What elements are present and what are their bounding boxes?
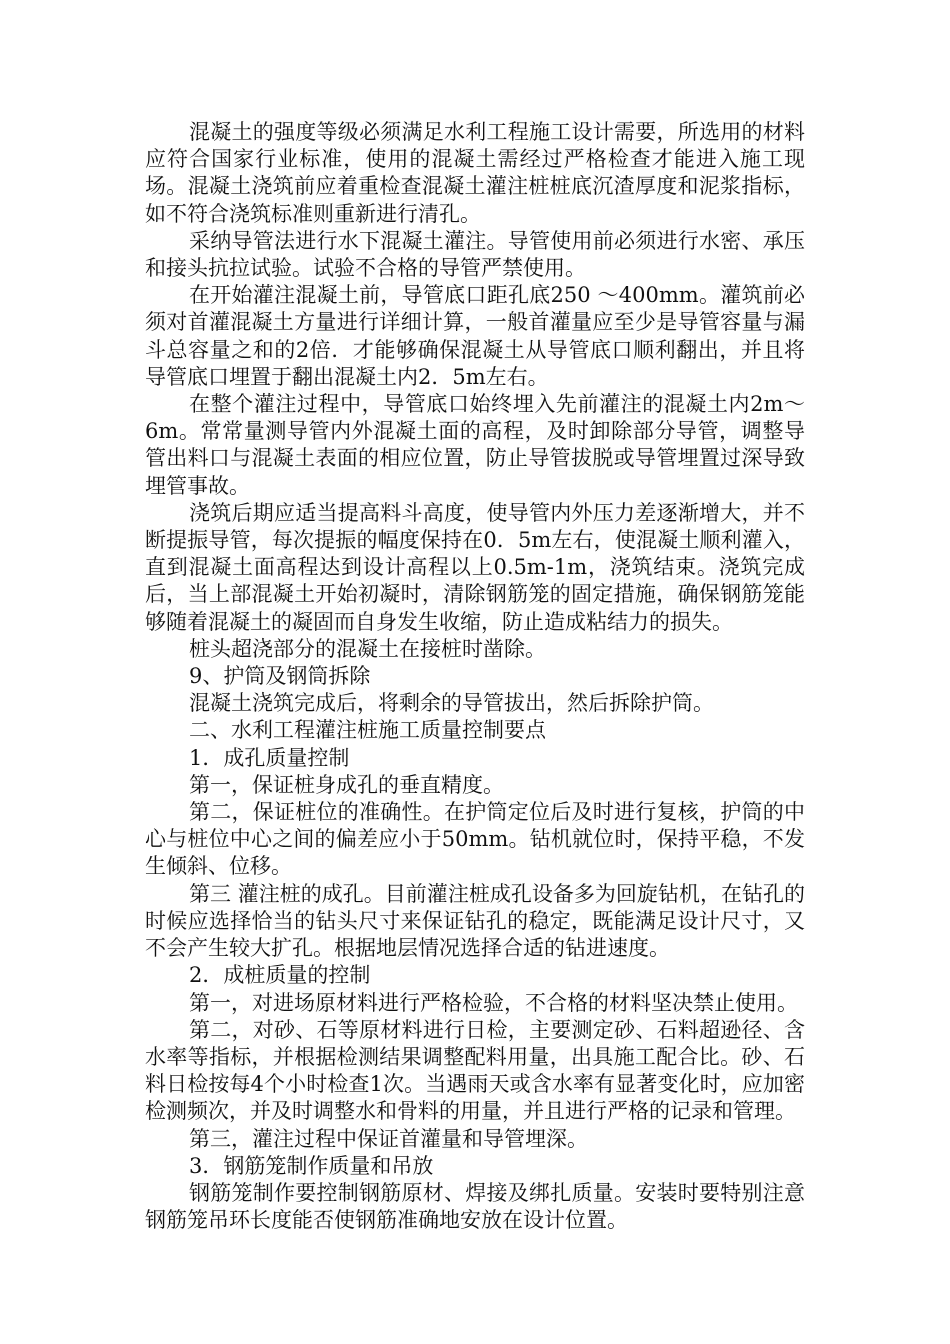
paragraph-pile-third: 第三，灌注过程中保证首灌量和导管埋深。 [189,1126,588,1151]
paragraph-late-pour: 浇筑后期应适当提高料斗高度，使导管内外压力差逐渐增大，并不断提振导管，每次提振的幅度保持在0．5m左右，使混凝土顺利灌入，直到混凝土面高程达到设计高程以上0.5m-1m，浇筑结束。浇筑完成后，当上部混凝土开始初凝时，清除钢筋笼的固定措施，确保钢筋笼能够随着混凝土的凝固而自身发生收缩，防止造成粘结力的损失。 [145,500,805,634]
subheading-hole-quality: 1．成孔质量控制 [189,745,350,770]
paragraph-pile-second: 第二，对砂、石等原材料进行日检，主要测定砂、石料超逊径、含水率等指标，并根据检测结果调整配料用量，出具施工配合比。砂、石料日检按每4个小时检查1次。当遇雨天或含水率有显著变化时，应加密检测频次，并及时调整水和骨料的用量，并且进行严格的记录和管理。 [145,1017,805,1124]
paragraph-pile-first: 第一，对进场原材料进行严格检验，不合格的材料坚决禁止使用。 [189,990,798,1015]
paragraph-concrete-strength: 混凝土的强度等级必须满足水利工程施工设计需要，所选用的材料应符合国家行业标准，使用的混凝土需经过严格检查才能进入施工现场。混凝土浇筑前应着重检查混凝土灌注桩桩底沉渣厚度和泥浆指标，如不符合浇筑标准则重新进行清孔。 [145,120,805,226]
paragraph-hole-third: 第三 灌注桩的成孔。目前灌注桩成孔设备多为回旋钻机，在钻孔的时候应选择恰当的钻头尺寸来保证钻孔的稳定，既能满足设计尺寸，又不会产生较大扩孔。根据地层情况选择合适的钻进速度。 [145,881,805,961]
subheading-rebar-cage: 3．钢筋笼制作质量和吊放 [189,1153,434,1178]
paragraph-conduit-method: 采纳导管法进行水下混凝土灌注。导管使用前必须进行水密、承压和接头抗拉试验。试验不合格的导管严禁使用。 [145,228,805,281]
paragraph-hole-first: 第一，保证桩身成孔的垂直精度。 [189,772,504,797]
paragraph-pile-head: 桩头超浇部分的混凝土在接桩时凿除。 [189,636,546,661]
subheading-pile-quality: 2．成桩质量的控制 [189,963,371,988]
paragraph-pour-process: 在整个灌注过程中，导管底口始终埋入先前灌注的混凝土内2m～6m。常常量测导管内外混凝土面的高程，及时卸除部分导管，调整导管出料口与混凝土表面的相应位置，防止导管拔脱或导管埋置过深导致埋管事故。 [145,392,805,498]
document-body [145,119,805,1234]
paragraph-casing-removal: 混凝土浇筑完成后，将剩余的导管拔出，然后拆除护筒。 [189,691,714,716]
paragraph-hole-second: 第二，保证桩位的准确性。在护筒定位后及时进行复核，护筒的中心与桩位中心之间的偏差应小于50mm。钻机就位时，保持平稳，不发生倾斜、位移。 [145,800,805,879]
paragraph-rebar-cage: 钢筋笼制作要控制钢筋原材、焊接及绑扎质量。安装时要特别注意钢筋笼吊环长度能否使钢筋准确地安放在设计位置。 [145,1180,805,1233]
section-heading-casing-removal: 9、护筒及钢筒拆除 [189,664,371,689]
paragraph-initial-pour: 在开始灌注混凝土前，导管底口距孔底250 ～400mm。灌筑前必须对首灌混凝土方量进行详细计算，一般首灌量应至少是导管容量与漏斗总容量之和的2倍．才能够确保混凝土从导管底口顺利翻出，并且将导管底口埋置于翻出混凝土内2．5m左右。 [145,283,805,389]
section-heading-quality-control: 二、水利工程灌注桩施工质量控制要点 [189,718,546,743]
